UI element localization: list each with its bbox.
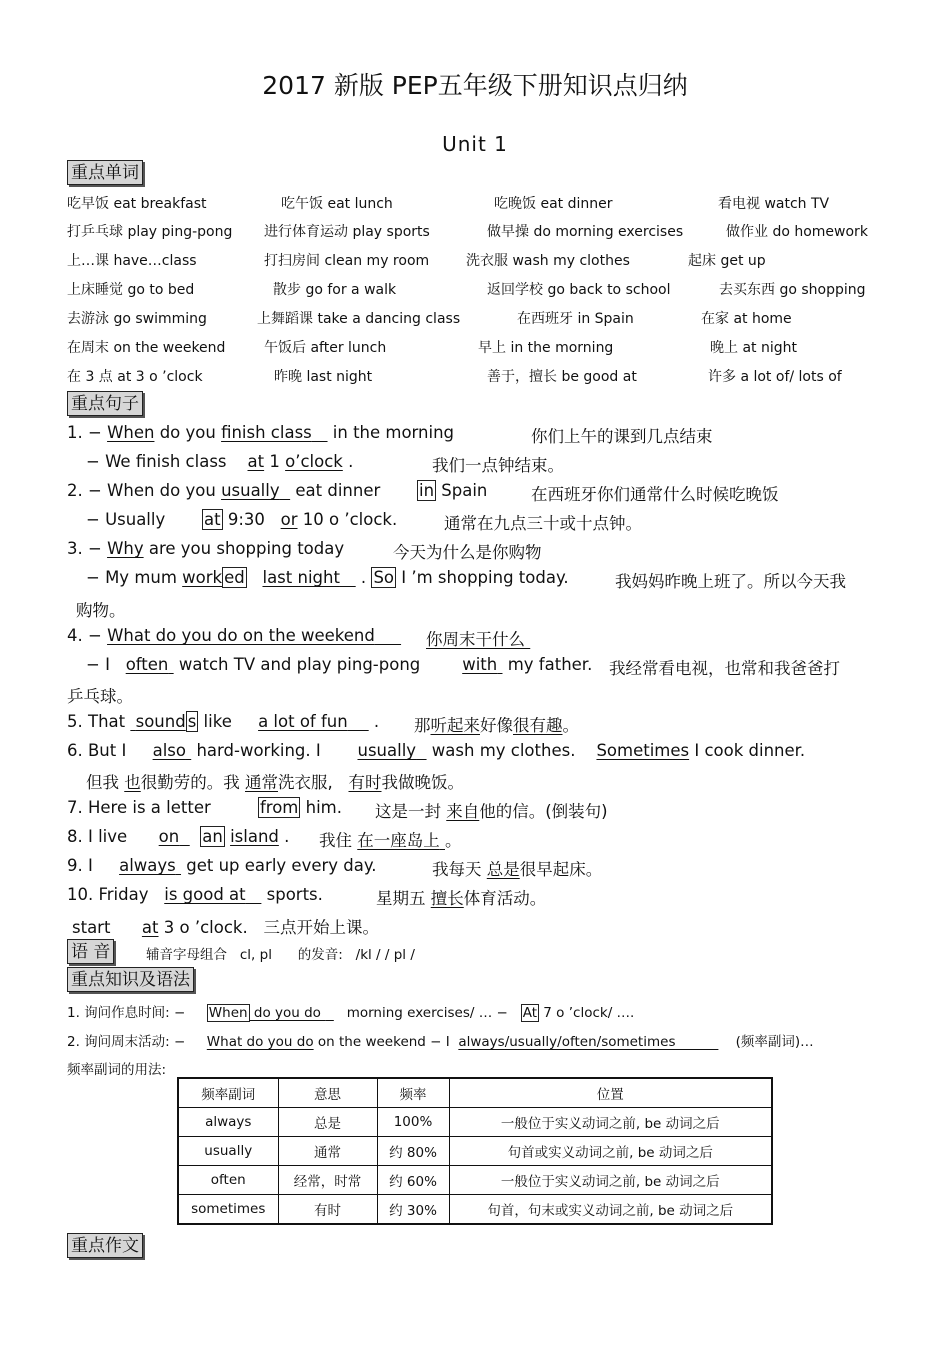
sentence-line: − Usually at 9:30 or 10 o ’clock. <box>86 510 398 529</box>
table-cell: often <box>178 1166 278 1195</box>
vocab-item: 做作业 do homework <box>726 224 868 240</box>
vocab-item: 吃晚饭 eat dinner <box>494 196 613 212</box>
vocab-item: 上…课 have…class <box>67 253 197 269</box>
sentence-line: 6. But I also hard-working. I usually wash my clothes. Sometimes I cook dinner. <box>67 741 806 760</box>
vocab-item: 早上 in the morning <box>478 340 614 356</box>
sentence-translation: 这是一封 来自他的信。(倒装句) <box>375 802 608 821</box>
table-cell: 约 30% <box>377 1195 449 1225</box>
vocab-item: 洗衣服 wash my clothes <box>466 253 630 269</box>
table-cell: 100% <box>377 1108 449 1137</box>
table-row <box>178 1137 772 1166</box>
vocab-item: 吃午饭 eat lunch <box>281 196 393 212</box>
sentence-line: 3. − Why are you shopping today <box>67 539 345 558</box>
sentence-translation: 星期五 擅长体育活动。 <box>376 889 547 908</box>
section-header-phonics: 语 音 <box>67 939 114 964</box>
section-header-grammar: 重点知识及语法 <box>67 967 194 992</box>
table-cell: 总是 <box>278 1108 377 1137</box>
vocab-item: 在西班牙 in Spain <box>517 311 634 327</box>
vocab-item: 上床睡觉 go to bed <box>67 282 195 298</box>
sentence-line: 7. Here is a letter from him. <box>67 798 342 817</box>
table-header-cell: 频率副词 <box>178 1078 278 1108</box>
sentence-translation: 我每天 总是很早起床。 <box>432 860 603 879</box>
phonics-line: 辅音字母组合 cl, pl 的发音: /kl / / pl / <box>146 947 415 963</box>
table-header-cell: 频率 <box>377 1078 449 1108</box>
vocab-item: 午饭后 after lunch <box>264 340 387 356</box>
table-cell: 约 80% <box>377 1137 449 1166</box>
vocab-item: 打扫房间 clean my room <box>264 253 430 269</box>
table-cell: always <box>178 1108 278 1137</box>
sentence-translation: 但我 也很勤劳的。我 通常洗衣服, 有时我做晚饭。 <box>86 773 464 792</box>
vocab-item: 许多 a lot of/ lots of <box>708 369 842 385</box>
sentence-translation: 我妈妈昨晚上班了。所以今天我 <box>615 572 846 591</box>
table-header-cell: 位置 <box>449 1078 772 1108</box>
grammar-line: 1. 询问作息时间: − When do you do morning exercises/ … − At 7 o ’clock/ …. <box>67 1005 635 1021</box>
vocab-item: 进行体育运动 play sports <box>264 224 430 240</box>
section-header-words: 重点单词 <box>67 160 143 185</box>
sentence-translation: 在西班牙你们通常什么时候吃晚饭 <box>531 485 779 504</box>
table-cell: 一般位于实义动词之前, be 动词之后 <box>449 1108 772 1137</box>
section-header-composition: 重点作文 <box>67 1233 143 1258</box>
vocab-item: 去游泳 go swimming <box>67 311 207 327</box>
table-cell: 一般位于实义动词之前, be 动词之后 <box>449 1166 772 1195</box>
vocab-item: 在家 at home <box>701 311 792 327</box>
vocab-item: 上舞蹈课 take a dancing class <box>257 311 461 327</box>
table-cell: usually <box>178 1137 278 1166</box>
vocab-item: 返回学校 go back to school <box>487 282 671 298</box>
sentence-translation: 今天为什么是你购物 <box>393 543 542 562</box>
table-cell: 经常，时常 <box>278 1166 377 1195</box>
vocab-item: 在周末 on the weekend <box>67 340 226 356</box>
table-row <box>178 1195 772 1225</box>
unit-heading: Unit 1 <box>442 132 508 156</box>
sentence-translation: 乒乓球。 <box>67 687 133 706</box>
sentence-line: 4. − What do you do on the weekend <box>67 626 375 645</box>
table-cell: 通常 <box>278 1137 377 1166</box>
sentence-translation: 我经常看电视，也常和我爸爸打 <box>609 659 840 678</box>
vocab-item: 吃早饭 eat breakfast <box>67 196 207 212</box>
table-cell: 句首，句末或实义动词之前, be 动词之后 <box>449 1195 772 1225</box>
page-title: 2017 新版 PEP五年级下册知识点归纳 <box>262 71 688 100</box>
frequency-adverb-table <box>177 1077 773 1225</box>
section-header-sentences: 重点句子 <box>67 391 143 416</box>
table-cell: 有时 <box>278 1195 377 1225</box>
sentence-translation: 你们上午的课到几点结束 <box>531 427 713 446</box>
sentence-line: − I often watch TV and play ping-pong with my father. <box>86 655 593 674</box>
vocab-item: 在 3 点 at 3 o ’clock <box>67 369 203 385</box>
sentence-line: 2. − When do you usually eat dinner in Spain <box>67 481 488 500</box>
table-cell: 句首或实义动词之前, be 动词之后 <box>449 1137 772 1166</box>
table-cell: 约 60% <box>377 1166 449 1195</box>
table-header-row <box>178 1078 772 1108</box>
sentence-line: 5. That sound s like a lot of fun . <box>67 712 380 731</box>
sentence-line: − My mum work ed last night . So I ’m shopping today. <box>86 568 569 587</box>
vocab-item: 看电视 watch TV <box>718 196 830 212</box>
sentence-translation: 我住 在一座岛上 。 <box>319 831 462 850</box>
sentence-line: start at 3 o ’clock. 三点开始上课。 <box>72 918 379 937</box>
vocab-item: 做早操 do morning exercises <box>487 224 684 240</box>
sentence-translation: 我们一点钟结束。 <box>432 456 564 475</box>
vocab-item: 善于，擅长 be good at <box>487 369 637 385</box>
sentence-line: 1. − When do you finish class in the morning <box>67 423 455 442</box>
vocab-item: 散步 go for a walk <box>273 282 397 298</box>
grammar-line: 2. 询问周末活动: − What do you do on the weekend − I always/usually/often/sometimes (频率副词)… <box>67 1034 814 1050</box>
sentence-translation: 通常在九点三十或十点钟。 <box>444 514 642 533</box>
table-header-cell: 意思 <box>278 1078 377 1108</box>
table-cell: sometimes <box>178 1195 278 1225</box>
vocab-item: 晚上 at night <box>710 340 797 356</box>
sentence-line: − We finish class at 1 o’clock . <box>86 452 354 471</box>
table-row <box>178 1166 772 1195</box>
vocab-item: 昨晚 last night <box>274 369 373 385</box>
grammar-usage-label: 频率副词的用法: <box>67 1062 167 1078</box>
sentence-line: 10. Friday is good at sports. <box>67 885 323 904</box>
sentence-translation: 你周末干什么 <box>426 630 525 649</box>
vocab-item: 去买东西 go shopping <box>719 282 866 298</box>
sentence-translation: 那听起来好像很有趣。 <box>414 716 579 735</box>
vocab-item: 打乒乓球 play ping-pong <box>67 224 233 240</box>
sentence-translation: 购物。 <box>76 601 126 620</box>
sentence-line: 8. I live on an island . <box>67 827 290 846</box>
vocab-item: 起床 get up <box>688 253 766 269</box>
table-row <box>178 1108 772 1137</box>
sentence-line: 9. I always get up early every day. <box>67 856 377 875</box>
